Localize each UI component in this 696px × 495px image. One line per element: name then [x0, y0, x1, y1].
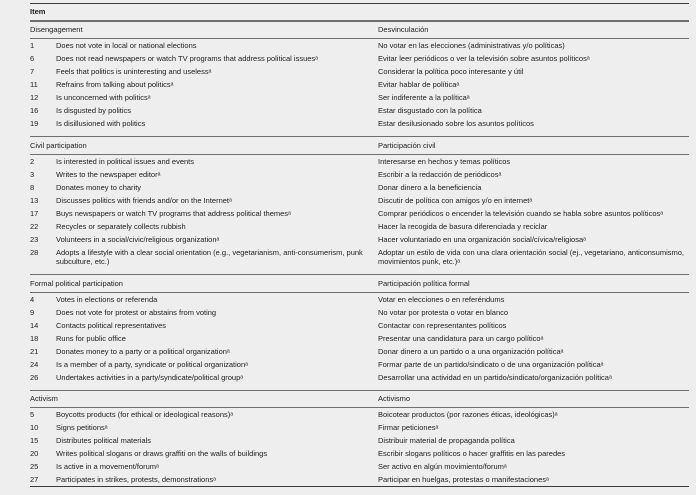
item-text-es: Estar disgustado con la política: [378, 106, 482, 115]
section-title-en: Formal political participation: [30, 278, 123, 288]
table-row: [30, 434, 689, 447]
item-text-es: Evitar leer periódicos o ver la televisión sobre asuntos políticosᵃ: [378, 54, 590, 63]
item-text-en: Is interested in political issues and events: [56, 156, 194, 166]
item-number: 11: [30, 80, 38, 89]
item-text-es: Presentar una candidatura para un cargo políticoᵃ: [378, 333, 544, 343]
item-text-en: Is unconcerned with politicsᵃ: [56, 93, 151, 102]
item-number: 5: [30, 410, 35, 419]
table-row: [30, 319, 689, 332]
table-row: [30, 332, 689, 345]
item-text-en: Donates money to a party or a political organizationᵃ: [56, 346, 230, 356]
item-text-es: Estar desilusionado sobre los asuntos políticos: [378, 119, 534, 128]
table-row: [30, 194, 689, 207]
item-text-en: Recycles or separately collects rubbish: [56, 221, 186, 231]
item-text-es: Desarrollar una actividad en un partido/sindicato/organización políticaᵃ: [378, 372, 612, 382]
section-header-row: [30, 391, 689, 408]
item-text-en: Is disillusioned with politics: [56, 119, 146, 128]
item-number: 28: [30, 247, 39, 257]
item-text-en: Signs petitionsᵃ: [56, 423, 108, 432]
item-text-en: Participates in strikes, protests, demonstrationsᵃ: [56, 475, 216, 484]
item-text-es: Participar en huelgas, protestas o manifestacionesᵃ: [378, 475, 549, 484]
item-text-es: Interesarse en hechos y temas políticos: [378, 156, 511, 166]
item-text-en: Writes political slogans or draws graffiti on the walls of buildings: [56, 449, 268, 458]
table-row: [30, 473, 689, 486]
item-number: 9: [30, 307, 35, 317]
section-header-row: [30, 22, 689, 39]
item-number: 18: [30, 333, 39, 343]
section-header-row: [30, 137, 689, 154]
item-text-es: Escribir slogans políticos o hacer graffitis en las paredes: [378, 449, 566, 458]
table-row: [30, 117, 689, 130]
item-text-es: Votar en elecciones o en referéndums: [378, 294, 505, 304]
item-number: 13: [30, 195, 39, 205]
table-row: [30, 421, 689, 434]
item-number: 27: [30, 475, 39, 484]
item-text-en: Is a member of a party, syndicate or political organizationᵃ: [56, 359, 248, 369]
item-text-en: Donates money to charity: [56, 182, 142, 192]
item-text-en: Refrains from talking about politicsᵃ: [56, 80, 174, 89]
item-number: 4: [30, 294, 35, 304]
table-row: [30, 246, 689, 269]
item-text-en: Volunteers in a social/civic/religious organizationᵃ: [56, 234, 220, 244]
item-text-es: Hacer la recogida de basura diferenciada y reciclar: [378, 221, 548, 231]
table-row: [30, 460, 689, 473]
item-number: 2: [30, 156, 35, 166]
table-row: [30, 371, 689, 384]
table-row: [30, 220, 689, 233]
table-row: [30, 306, 689, 319]
item-text-en: Adopts a lifestyle with a clear social orientation (e.g., vegetarianism, anti-consumerism, punk subculture, etc.): [56, 247, 363, 266]
item-number: 1: [30, 41, 35, 50]
item-number: 6: [30, 54, 35, 63]
item-text-es: Comprar periódicos o encender la televisión cuando se habla sobre asuntos políticosᵃ: [378, 208, 664, 218]
item-number: 3: [30, 169, 35, 179]
item-text-en: Votes in elections or referenda: [56, 294, 158, 304]
item-text-es: Ser activo en algún movimiento/forumᵃ: [378, 462, 507, 471]
item-text-es: Hacer voluntariado en una organización social/cívica/religiosaᵃ: [378, 234, 586, 244]
item-number: 14: [30, 320, 39, 330]
item-number: 25: [30, 462, 39, 471]
item-text-es: Donar dinero a un partido o a una organización políticaᵃ: [378, 346, 564, 356]
table-row: [30, 91, 689, 104]
item-number: 8: [30, 182, 35, 192]
item-text-en: Does not read newspapers or watch TV programs that address political issuesᵃ: [56, 54, 318, 63]
table-row: [30, 447, 689, 460]
section-title-es: Participación civil: [378, 140, 436, 150]
item-text-en: Contacts political representatives: [56, 320, 167, 330]
table-row: [30, 78, 689, 91]
item-text-en: Runs for public office: [56, 333, 126, 343]
item-text-es: No votar en las elecciones (administrativas y/o políticas): [378, 41, 565, 50]
table-row: [30, 293, 689, 306]
item-text-es: Discutir de política con amigos y/o en internetᵃ: [378, 195, 533, 205]
item-text-en: Writes to the newspaper editorᵃ: [56, 169, 161, 179]
table-body: [30, 21, 689, 488]
item-text-es: Formar parte de un partido/sindicato o de una organización políticaᵃ: [378, 359, 604, 369]
item-number: 15: [30, 436, 39, 445]
table-row: [30, 233, 689, 246]
section-title-es: Desvinculación: [378, 25, 429, 34]
item-number: 21: [30, 346, 39, 356]
item-number: 20: [30, 449, 39, 458]
item-text-es: No votar por protesta o votar en blanco: [378, 307, 509, 317]
item-text-en: Buys newspapers or watch TV programs that address political themesᵃ: [56, 208, 291, 218]
item-text-en: Discusses politics with friends and/or on the Internetᵃ: [56, 195, 232, 205]
section-title-en: Civil participation: [30, 140, 87, 150]
item-text-es: Considerar la política poco interesante y útil: [378, 67, 524, 76]
item-text-es: Evitar hablar de políticaᵃ: [378, 80, 460, 89]
table-row: [30, 39, 689, 52]
section-title-en: Disengagement: [30, 25, 83, 34]
item-text-en: Does not vote in local or national elections: [56, 41, 197, 50]
table-row: [30, 358, 689, 371]
item-text-es: Firmar peticionesᵃ: [378, 423, 439, 432]
item-number: 26: [30, 372, 39, 382]
item-number: 17: [30, 208, 39, 218]
item-text-es: Adoptar un estilo de vida con una clara orientación social (ej., vegetariano, anticonsumismo, movimientos punk, etc.)ᵃ: [378, 247, 685, 266]
table-row: [30, 408, 689, 421]
table-row: [30, 155, 689, 168]
table-bottom-rule: [30, 486, 689, 487]
item-number: 19: [30, 119, 39, 128]
table-row: [30, 181, 689, 194]
table-row: [30, 345, 689, 358]
item-text-en: Feels that politics is uninteresting and uselessᵃ: [56, 67, 212, 76]
item-number: 16: [30, 106, 39, 115]
item-text-en: Distributes political materials: [56, 436, 152, 445]
item-number: 23: [30, 234, 39, 244]
item-text-es: Escribir a la redacción de periódicosᵃ: [378, 169, 502, 179]
table-row: [30, 65, 689, 78]
column-header-item: Item: [30, 7, 46, 16]
item-number: 7: [30, 67, 35, 76]
section-title-es: Participación política formal: [378, 278, 470, 288]
item-number: 12: [30, 93, 39, 102]
section-header-row: [30, 275, 689, 292]
item-number: 10: [30, 423, 39, 432]
item-text-es: Boicotear productos (por razones éticas, ideológicas)ᵃ: [378, 410, 558, 419]
item-text-es: Ser indiferente a la políticaᵃ: [378, 93, 470, 102]
table-row: [30, 52, 689, 65]
table-row: [30, 168, 689, 181]
section-title-es: Activismo: [378, 394, 411, 403]
item-text-en: Is disgusted by politics: [56, 106, 132, 115]
table-header-row: [30, 4, 689, 20]
item-text-en: Is active in a movement/forumᵃ: [56, 462, 159, 471]
item-number: 24: [30, 359, 39, 369]
item-text-en: Does not vote for protest or abstains from voting: [56, 307, 217, 317]
item-text-en: Boycotts products (for ethical or ideological reasons)ᵃ: [56, 410, 234, 419]
item-text-es: Contactar con representantes políticos: [378, 320, 507, 330]
item-text-es: Distribuir material de propaganda política: [378, 436, 515, 445]
section-title-en: Activism: [30, 394, 58, 403]
table-row: [30, 207, 689, 220]
item-text-es: Donar dinero a la beneficiencia: [378, 182, 482, 192]
table-row: [30, 104, 689, 117]
item-text-en: Undertakes activities in a party/syndicate/political groupᵃ: [56, 372, 244, 382]
item-number: 22: [30, 221, 39, 231]
